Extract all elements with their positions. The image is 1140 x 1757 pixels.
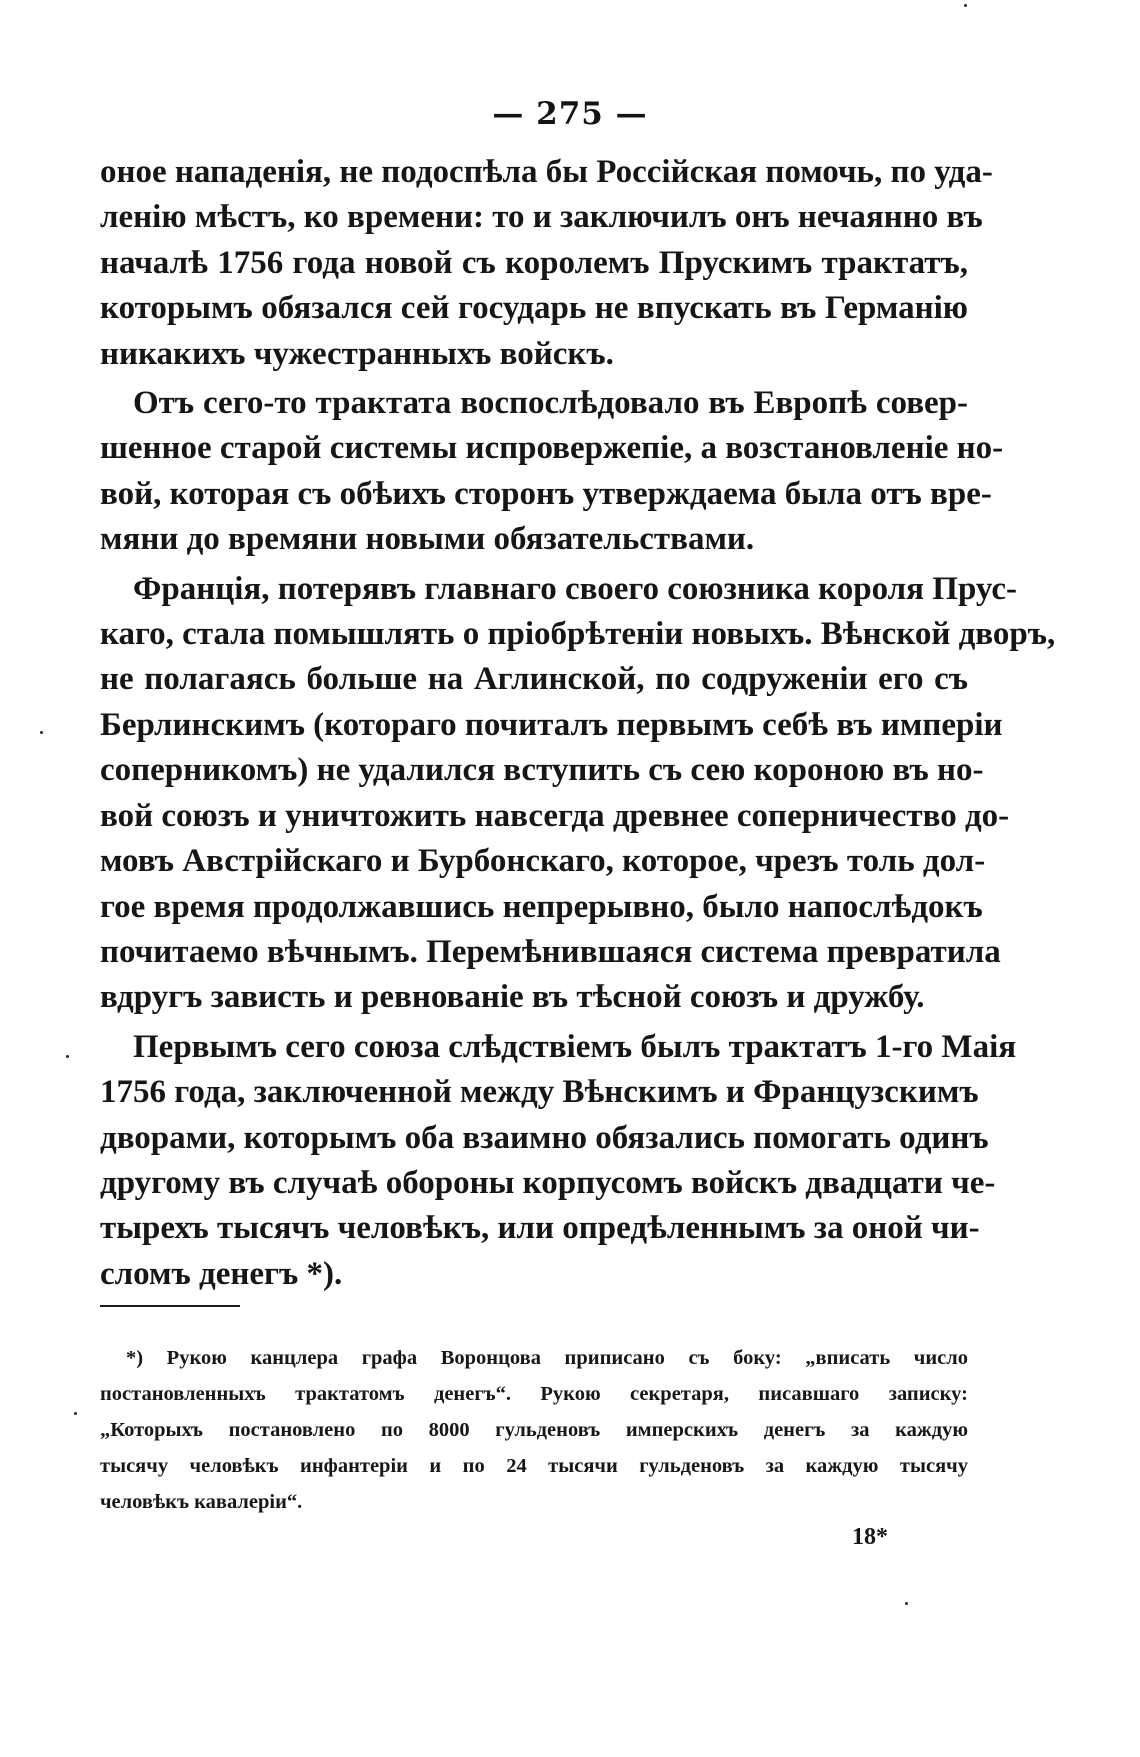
text-line: каго, стала помышлять о пріобрѣтеніи новыхъ. Вѣнской дворъ, — [100, 616, 1056, 653]
footnote — [100, 1340, 968, 1520]
scan-speck — [40, 731, 43, 734]
text-line: сломъ денегъ *). — [100, 1255, 343, 1292]
footnote-line: человѣкъ кавалеріи“. — [100, 1491, 303, 1513]
main-text — [100, 150, 1056, 1297]
text-line: другому въ случаѣ обороны корпусомъ войскъ двадцати че- — [100, 1164, 996, 1201]
text-line: гое время продолжавшись непрерывно, было напослѣдокъ — [100, 888, 983, 925]
text-line: тырехъ тысячъ человѣкъ, или опредѣленнымъ за оной чи- — [100, 1210, 980, 1247]
text-line: 1756 года, заключенной между Вѣнскимъ и Французскимъ — [100, 1074, 979, 1111]
page-number: — 275 — — [492, 96, 648, 132]
paragraph-1 — [100, 150, 993, 377]
text-line: мовъ Австрійскаго и Бурбонскаго, которое, чрезъ толь дол- — [100, 843, 986, 880]
paragraph-2 — [100, 381, 1004, 563]
text-line: почитаемо вѣчнымъ. Перемѣнившаяся система превратила — [100, 933, 1001, 970]
text-line: шенное старой системы испровержепіе, а возстановленіе но- — [100, 430, 1004, 467]
footnote-line: „Которыхъ постановлено по 8000 гульденовъ имперскихъ денегъ за каждую — [100, 1419, 968, 1441]
text-line: ленію мѣстъ, ко времени: то и заключилъ онъ нечаянно въ — [100, 199, 983, 236]
text-line: началѣ 1756 года новой съ королемъ Прускимъ трактатъ, — [100, 244, 968, 281]
text-line: вой союзъ и уничтожить навсегда древнее соперничество до- — [100, 797, 1010, 834]
text-line: не полагаясь больше на Аглинской, по содруженіи его съ — [100, 661, 968, 698]
paragraph-3 — [100, 567, 1056, 1021]
text-line: Первымъ сего союза слѣдствіемъ былъ трактатъ 1-го Маія — [133, 1028, 1017, 1065]
text-line: оное нападенія, не подоспѣла бы Россійская помочь, по уда- — [100, 154, 993, 190]
footnote-line: *) Рукою канцлера графа Воронцова приписано съ боку: „вписать число — [126, 1347, 968, 1369]
text-line: которымъ обязался сей государь не впускать въ Германію — [100, 290, 968, 327]
scan-speck — [66, 1055, 69, 1058]
printer-signature-mark: 18* — [852, 1524, 888, 1550]
text-line: Франція, потерявъ главнаго своего союзника короля Прус- — [133, 570, 1017, 607]
text-line: никакихъ чужестранныхъ войскъ. — [100, 335, 614, 372]
text-line: вдругъ зависть и ревнованіе въ тѣсной союзъ и дружбу. — [100, 979, 925, 1016]
text-line: соперникомъ) не удалился вступить съ сею короною въ но- — [100, 752, 984, 789]
text-line: мяни до времяни новыми обязательствами. — [100, 521, 755, 558]
paragraph-4 — [100, 1025, 1017, 1297]
scan-speck — [905, 1602, 908, 1605]
scan-speck — [964, 4, 967, 7]
text-line: Отъ сего-то трактата воспослѣдовало въ Европѣ совер- — [133, 385, 968, 422]
footnote-divider — [100, 1305, 240, 1307]
text-line: Берлинскимъ (котораго почиталъ первымъ себѣ въ имперіи — [100, 706, 1003, 743]
scan-speck — [74, 1412, 77, 1415]
footnote-line: постановленныхъ трактатомъ денегъ“. Рукою секретаря, писавшаго записку: — [100, 1383, 968, 1405]
footnote-line: тысячу человѣкъ инфантеріи и по 24 тысячи гульденовъ за каждую тысячу — [100, 1455, 968, 1477]
text-line: дворами, которымъ оба взаимно обязались помогать одинъ — [100, 1119, 989, 1156]
text-line: вой, которая съ обѣихъ сторонъ утверждаема была отъ вре- — [100, 475, 992, 512]
